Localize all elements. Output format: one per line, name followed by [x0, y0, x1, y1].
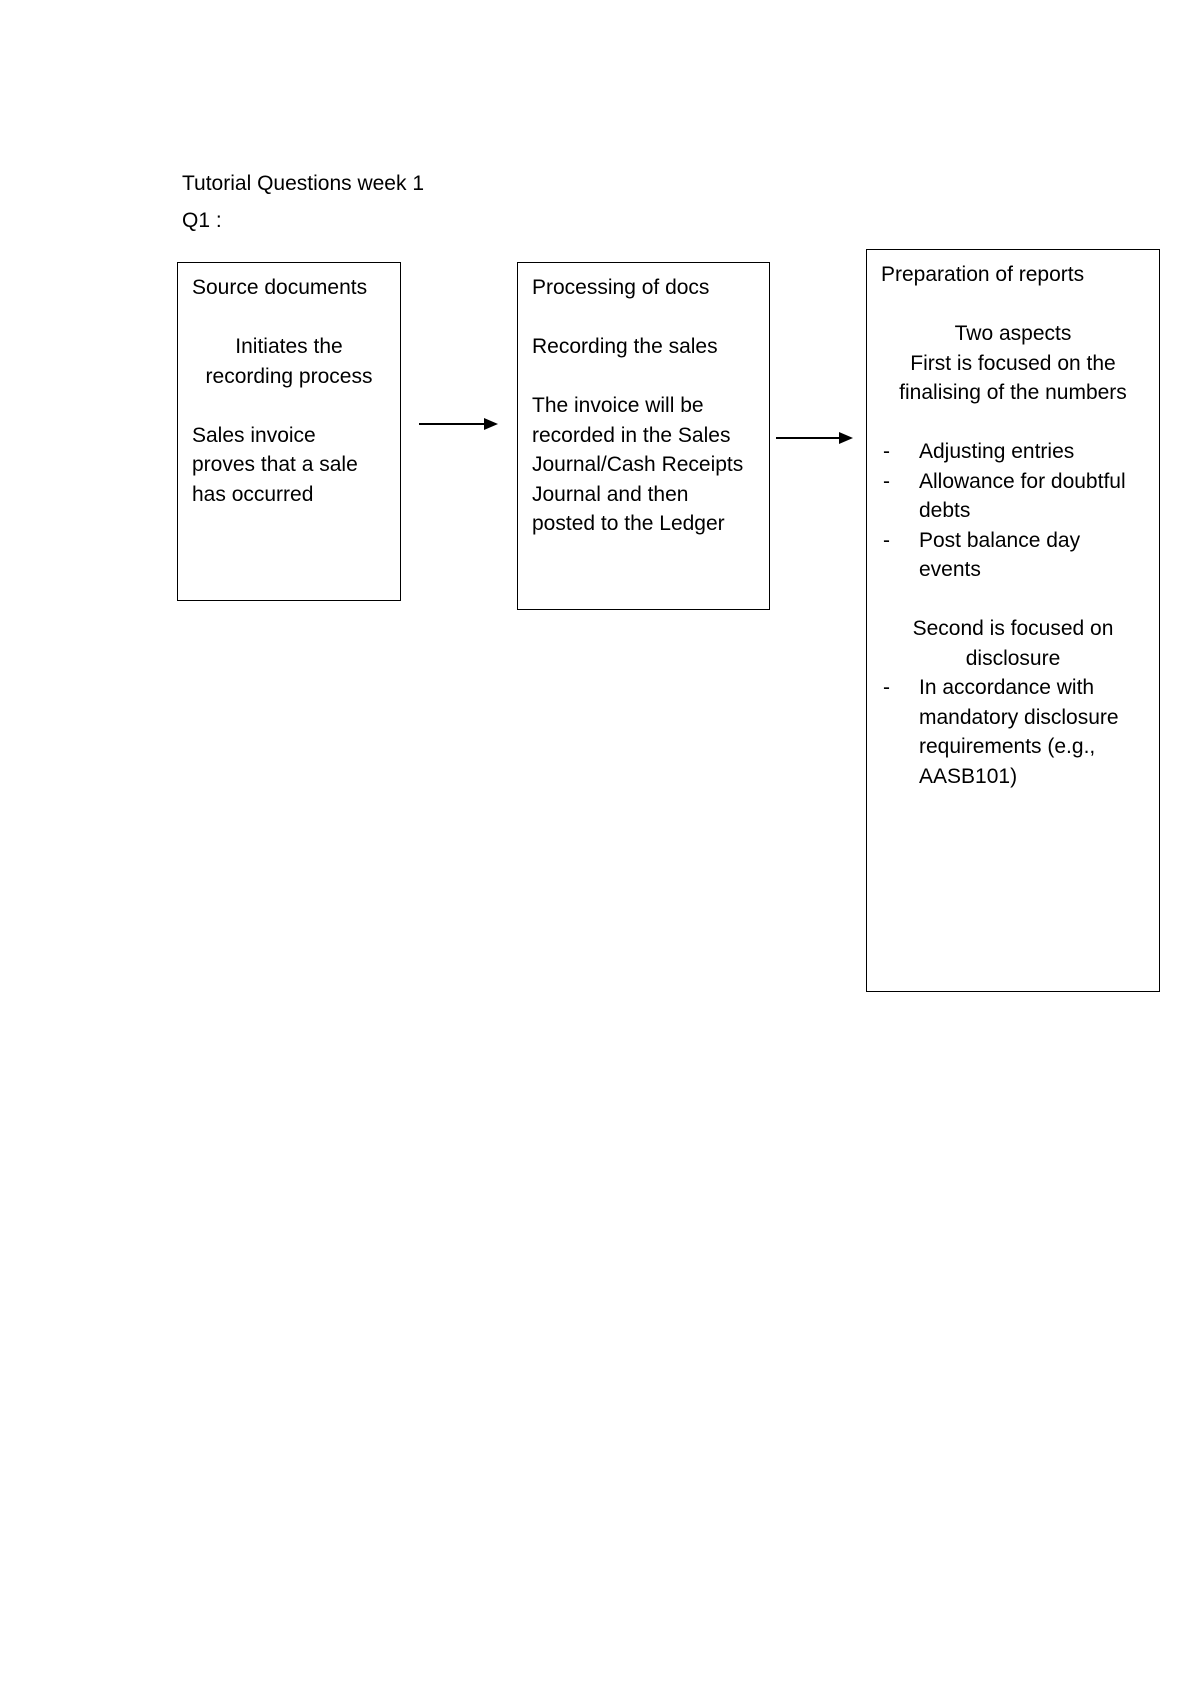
- reports-intro-line-1: Two aspects: [954, 322, 1072, 345]
- reports-second-line-2: disclosure: [965, 646, 1061, 670]
- source-example-line-2: proves that a sale: [192, 453, 358, 476]
- source-purpose-line-2: recording process: [205, 364, 373, 388]
- bullet-post-balance-day-events: [881, 526, 1145, 585]
- reports-second-line-1: Second is focused on: [912, 617, 1114, 640]
- source-documents-box: [177, 262, 401, 601]
- bullet-text: AASB101): [919, 764, 1018, 788]
- question-label: Q1 :: [182, 209, 222, 232]
- bullet-text: Adjusting entries: [919, 440, 1075, 463]
- bullet-text: events: [919, 558, 981, 581]
- bullet-disclosure-requirements: [881, 673, 1145, 791]
- bullet-text: debts: [919, 499, 971, 522]
- reports-intro-line-3: finalising of the numbers: [899, 381, 1127, 404]
- processing-detail-line-3: Journal/Cash Receipts: [532, 453, 744, 476]
- bullet-text: Allowance for doubtful: [919, 469, 1126, 493]
- bullet-dash: -: [883, 676, 890, 699]
- source-documents-heading: Source documents: [192, 276, 368, 299]
- processing-detail-line-1: The invoice will be: [532, 394, 704, 417]
- flow-arrow-1: [418, 414, 498, 434]
- bullet-dash: -: [883, 469, 890, 493]
- processing-detail-line-4: Journal and then: [532, 482, 689, 506]
- bullet-allowance-doubtful-debts: [881, 467, 1145, 526]
- bullet-text: requirements (e.g.,: [919, 735, 1096, 758]
- bullet-text: mandatory disclosure: [919, 705, 1119, 729]
- processing-subheading: Recording the sales: [532, 335, 718, 358]
- processing-heading: Processing of docs: [532, 276, 710, 299]
- preparation-reports-box: [866, 249, 1160, 992]
- processing-detail-line-5: posted to the Ledger: [532, 512, 725, 535]
- source-example-line-3: has occurred: [192, 482, 314, 506]
- processing-detail-line-2: recorded in the Sales: [532, 423, 731, 447]
- processing-docs-box: [517, 262, 770, 610]
- source-purpose-line-1: Initiates the: [235, 335, 343, 358]
- page-title: Tutorial Questions week 1: [182, 172, 425, 195]
- flow-arrow-2: [775, 428, 853, 448]
- bullet-text: Post balance day: [919, 528, 1081, 552]
- bullet-dash: -: [883, 528, 890, 552]
- bullet-adjusting-entries: [881, 437, 1145, 467]
- source-example-line-1: Sales invoice: [192, 423, 316, 447]
- bullet-text: In accordance with: [919, 676, 1095, 699]
- reports-intro-line-2: First is focused on the: [910, 351, 1116, 375]
- bullet-dash: -: [883, 440, 890, 463]
- reports-heading: Preparation of reports: [881, 263, 1085, 286]
